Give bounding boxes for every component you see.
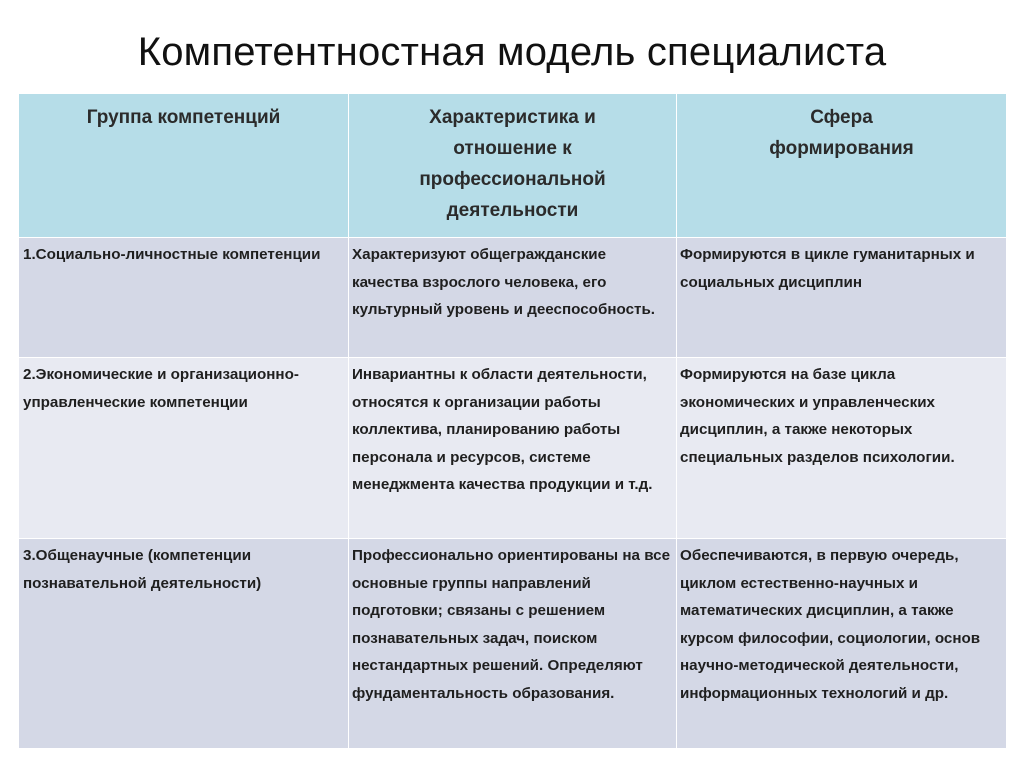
table-row: [19, 358, 1007, 539]
cell-characteristic: Характеризуют общегражданские качества взрослого человека, его культурный уровень и дееспособность.: [349, 238, 677, 358]
header-characteristic-line: деятельности: [446, 200, 579, 221]
cell-characteristic: Инвариантны к области деятельности, относятся к организации работы коллектива, планированию работы персонала и ресурсов, системе менеджмента качества продукции и т.д.: [349, 358, 677, 539]
table-row: [19, 238, 1007, 358]
cell-sphere: Формируются в цикле гуманитарных и социальных дисциплин: [677, 238, 1007, 358]
header-sphere-line: формирования: [769, 138, 914, 159]
table-row: [19, 539, 1007, 749]
cell-characteristic: Профессионально ориентированы на все основные группы направлений подготовки; связаны с решением познавательных задач, поиском нестандартных решений. Определяют фундаментальность образования.: [349, 539, 677, 749]
cell-sphere: Формируются на базе цикла экономических и управленческих дисциплин, а также некоторых специальных разделов психологии.: [677, 358, 1007, 539]
cell-group: 1.Социально-личностные компетенции: [19, 238, 349, 358]
cell-group: 2.Экономические и организационно-управленческие компетенции: [19, 358, 349, 539]
header-group-line: Группа компетенций: [86, 107, 281, 128]
competency-table: [18, 93, 1007, 749]
header-characteristic-line: Характеристика и: [429, 107, 596, 128]
header-characteristic: [349, 94, 677, 238]
cell-sphere: Обеспечиваются, в первую очередь, циклом естественно-научных и математических дисциплин, а также курсом философии, социологии, основ научно-методической деятельности, информационных технологий и др.: [677, 539, 1007, 749]
cell-group: 3.Общенаучные (компетенции познавательной деятельности): [19, 539, 349, 749]
slide-title: Компетентностная модель специалиста: [137, 30, 887, 74]
header-characteristic-line: профессиональной: [419, 169, 606, 190]
header-characteristic-line: отношение к: [453, 138, 572, 159]
table-header-row: [19, 94, 1007, 238]
header-sphere-line: Сфера: [810, 107, 873, 128]
header-group: [19, 94, 349, 238]
header-sphere: [677, 94, 1007, 238]
